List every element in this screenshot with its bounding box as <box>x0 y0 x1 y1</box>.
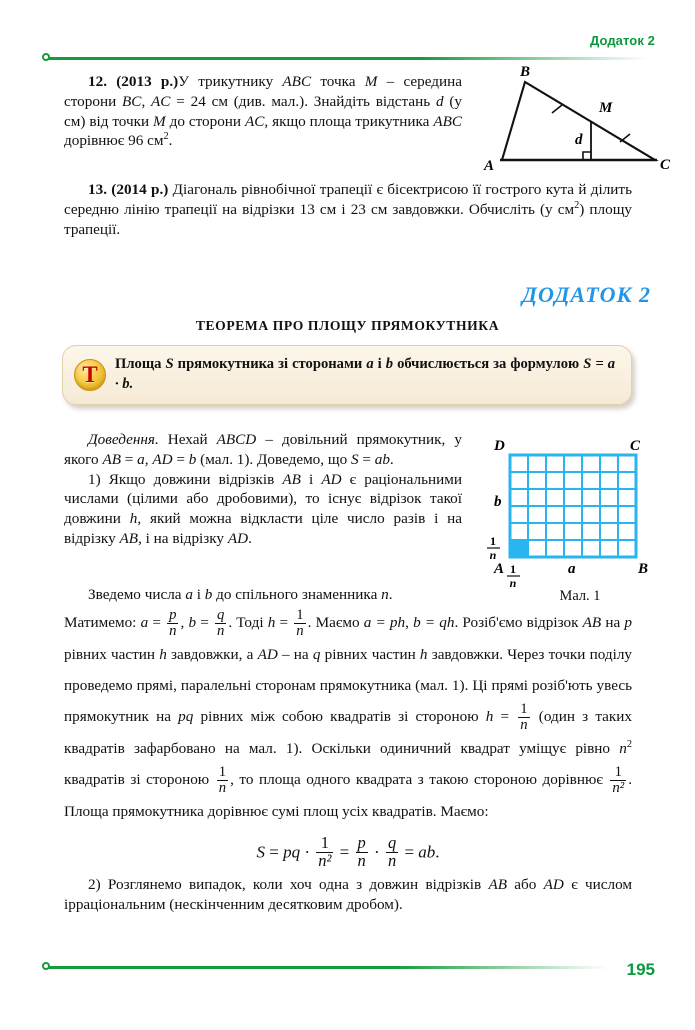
var-ad: AD <box>152 450 173 468</box>
theorem-callout-box <box>62 345 632 405</box>
var-ad2: AD <box>227 529 249 547</box>
problem-13-sup: 2 <box>574 199 580 211</box>
t: = <box>400 842 419 861</box>
var-q: q <box>312 645 321 663</box>
t: є числом ірраціональним (нескінченним десятковим дробом). <box>64 876 632 914</box>
t: Зведемо числа <box>88 586 186 603</box>
var-h: h <box>159 645 167 663</box>
problem-12-block <box>64 72 462 151</box>
var-a: a <box>185 586 193 603</box>
displayed-formula <box>64 832 632 870</box>
t: , якщо площа трикутника <box>264 112 434 130</box>
frac-num: q <box>387 832 397 852</box>
frac-num: 1 <box>320 832 329 852</box>
var-p: p <box>624 614 633 632</box>
appendix-title: ДОДАТОК 2 <box>522 282 651 307</box>
t: = <box>358 450 375 468</box>
label-d: d <box>575 132 583 148</box>
t: (один з таких квадратів зафарбовано на мал. 1). Оскільки одиничний квадрат уміщує рівно <box>64 708 632 757</box>
label-M: M <box>599 100 613 116</box>
frac-den: n <box>357 850 366 870</box>
page-number: 195 <box>626 960 655 979</box>
t: , то площа одного квадрата з такою стороною дорівнює <box>230 770 609 788</box>
figure-rectangle-grid <box>480 428 680 608</box>
problem-12-text <box>64 72 462 151</box>
var-abc: ABC <box>282 73 312 90</box>
rectangle-grid-svg <box>480 428 680 608</box>
problem-12-number: 12. <box>88 73 107 90</box>
var-ab2: ab <box>374 450 390 468</box>
t: квадратів зі стороною <box>64 770 215 788</box>
t: У трикутнику <box>178 73 283 90</box>
t: (у см) від точки <box>64 92 463 130</box>
label-C: C <box>630 438 641 454</box>
t: , який можна відкласти ціле число разів і на відрізку <box>64 510 462 547</box>
theorem-formula: S = a · b. <box>115 356 615 392</box>
t: = <box>172 450 189 468</box>
var-a: a <box>140 614 149 632</box>
t: . Маємо <box>307 614 364 632</box>
t: рівних частин <box>320 645 420 663</box>
var-h: h <box>485 708 494 726</box>
var-bc: BC <box>122 92 142 110</box>
t: на <box>601 614 625 632</box>
var-ab: AB <box>102 450 121 468</box>
frac-den: n <box>296 622 304 639</box>
var-h: h <box>419 645 428 663</box>
var-ab2: AB <box>119 529 139 547</box>
var-n: n <box>619 739 627 757</box>
t: . <box>388 586 393 603</box>
footer-rule <box>48 966 608 969</box>
label-side-a: a <box>568 561 576 577</box>
t: . Розіб'ємо відрізок <box>454 614 583 632</box>
t: Матимемо: <box>64 614 141 632</box>
t: = <box>148 614 166 632</box>
t: Нехай <box>158 431 217 448</box>
t: . Площа прямокутника дорівнює сумі площ усіх квадратів. Маємо: <box>64 770 632 820</box>
frac-num: 1 <box>614 763 622 780</box>
frac-den: n² <box>318 850 332 870</box>
t: = 24 см (див. мал.). Знайдіть відстань <box>170 92 436 110</box>
t: . <box>435 842 440 861</box>
problem-13-tail: ) площу трапеції. <box>64 200 632 238</box>
formula-pq: pq <box>283 842 301 861</box>
sup-2: 2 <box>163 131 169 143</box>
label-D: D <box>494 438 505 454</box>
svg-text:n: n <box>489 548 497 562</box>
t: = <box>335 842 354 861</box>
svg-text:n: n <box>509 576 517 590</box>
t: точка <box>311 73 365 90</box>
t: рівних між собою квадратів зі стороною <box>193 708 486 726</box>
t: завдовжки, а <box>166 645 258 663</box>
proof-paragraph-1 <box>64 430 462 470</box>
triangle-outline <box>502 82 655 160</box>
t: . Тоді <box>228 614 268 632</box>
label-C: C <box>660 157 671 173</box>
proof-paragraph-3 <box>64 585 632 605</box>
var-n: n <box>381 586 389 603</box>
var-ab: AB <box>282 470 301 488</box>
t: – довільний прямокутник, у якого <box>64 431 462 468</box>
label-B: B <box>520 64 531 80</box>
t: і <box>300 470 322 488</box>
var-pq: pq <box>178 708 194 726</box>
var-a: a <box>366 356 374 372</box>
formula-S: S <box>256 842 265 861</box>
t: і <box>373 356 386 372</box>
t: , <box>141 92 152 110</box>
t: · <box>300 842 315 861</box>
theorem-badge-icon <box>74 359 106 391</box>
proof-block-lower <box>64 585 632 916</box>
t: до сторони <box>165 112 245 130</box>
label-side-b: b <box>494 494 502 510</box>
formula-fraction-1-n2 <box>316 832 333 870</box>
t: = <box>275 614 293 632</box>
frac-den: n <box>218 779 227 796</box>
t: прямокутника зі сторонами <box>173 356 367 372</box>
var-b: b <box>188 450 197 468</box>
theorem-callout-text <box>115 355 615 394</box>
frac-den: n <box>387 850 397 870</box>
frac-den: n <box>169 622 177 639</box>
t: або <box>507 876 544 894</box>
theorem-heading: ТЕОРЕМА ПРО ПЛОЩУ ПРЯМОКУТНИКА <box>195 318 500 333</box>
t: = <box>196 614 213 632</box>
label-A: A <box>494 561 505 577</box>
var-ad: AD <box>257 645 278 663</box>
frac-num: q <box>216 606 225 623</box>
fraction-p-over-n <box>167 608 178 639</box>
proof-block-upper <box>64 430 462 549</box>
proof-paragraph-5 <box>64 875 632 915</box>
t: , <box>180 614 189 632</box>
var-abc2: ABC <box>433 112 462 130</box>
frac-num: 1 <box>218 763 227 780</box>
var-d: d <box>435 92 444 110</box>
label-A: A <box>484 158 495 174</box>
eq-a-ph: a = ph <box>363 614 406 632</box>
frac-num: p <box>169 606 177 623</box>
t: (мал. 1). Доведемо, що <box>196 450 351 468</box>
problem-13-number: 13. <box>88 181 107 198</box>
proof-lead: Доведення. <box>88 431 159 448</box>
triangle-svg <box>480 62 680 177</box>
t: . <box>168 132 173 150</box>
var-ab: AB <box>582 614 602 632</box>
figure-triangle-abc <box>480 62 680 177</box>
formula-fraction-p-n <box>356 832 368 870</box>
problem-13-body: Діагональ рівнобічної трапеції є бісектрисою її гострого кута й ділить середню лінію трапеції на відрізки 13 см і 23 см завдовжки. Обчисліть (у см <box>64 181 633 218</box>
var-b: b <box>204 586 213 603</box>
label-B: B <box>638 561 649 577</box>
fraction-1-over-n-c <box>217 765 228 796</box>
eq-b-qh: b = qh <box>413 614 455 632</box>
header-rule-knob-icon <box>42 53 50 61</box>
t: – середина сторони <box>64 73 463 110</box>
t: 2) Розглянемо випадок, коли хоч одна з довжин відрізків <box>88 876 489 894</box>
t: обчислюється за формулою <box>393 356 584 372</box>
var-m2: M <box>153 112 166 130</box>
t: . <box>389 450 394 468</box>
frac-den: n <box>520 716 528 733</box>
var-b: b <box>188 614 197 632</box>
frac-num: p <box>357 832 366 852</box>
t: Площа <box>115 356 166 372</box>
t: дорівнює 96 см <box>64 132 164 150</box>
var-ac2: AC <box>244 112 265 130</box>
t: до спільного знаменника <box>212 586 382 603</box>
problem-13-year: (2014 р.) <box>111 181 169 198</box>
formula-fraction-q-n <box>386 832 398 870</box>
svg-text:1: 1 <box>510 562 516 576</box>
var-ac: AC <box>151 92 171 110</box>
theorem-badge-letter: Т <box>82 361 98 387</box>
svg-text:1: 1 <box>490 534 496 548</box>
t: , і на відрізку <box>138 529 228 547</box>
formula-ab: ab <box>418 842 436 861</box>
var-a: a <box>137 450 145 468</box>
fraction-1-over-n <box>294 608 305 639</box>
var-ad: AD <box>321 470 342 488</box>
var-abcd: ABCD <box>216 431 257 448</box>
fraction-1-over-n-b <box>518 702 529 733</box>
t: · <box>369 842 384 861</box>
sup-2: 2 <box>626 738 632 750</box>
proof-paragraph-4 <box>64 607 632 827</box>
t: є раціональними числами (цілими або дробовими), то існує відрізок такої довжини <box>64 470 462 527</box>
frac-den: n <box>216 622 225 639</box>
var-m: M <box>364 73 378 90</box>
figure-caption: Мал. 1 <box>559 588 601 604</box>
t: , <box>144 450 153 468</box>
problem-13-block <box>64 180 632 239</box>
t: = <box>493 708 517 726</box>
frac-den: n² <box>612 779 625 796</box>
t: , <box>405 614 414 632</box>
var-h: h <box>267 614 276 632</box>
t: і <box>192 586 205 603</box>
frac-num: 1 <box>520 700 528 717</box>
t: . <box>248 529 252 547</box>
header-rule <box>48 57 648 60</box>
frac-num: 1 <box>296 606 304 623</box>
t: – на <box>277 645 313 663</box>
shaded-unit-square <box>510 540 528 557</box>
t: рівних частин <box>64 645 160 663</box>
var-b: b <box>385 356 394 372</box>
fraction-1-over-n2 <box>610 765 626 796</box>
var-ad: AD <box>543 876 564 894</box>
t: = <box>264 842 284 861</box>
var-S: S <box>350 450 359 468</box>
problem-13-text <box>64 180 632 239</box>
t: 1) Якщо довжини відрізків <box>88 470 283 488</box>
proof-paragraph-2 <box>64 470 462 549</box>
t: = <box>121 450 138 468</box>
t: завдовжки. Через точки поділу проведемо прямі, паралельні сторонам прямокутника (мал. 1). Ці прямі розіб'ють увесь прямокутник на <box>64 645 632 726</box>
var-h: h <box>129 510 138 527</box>
problem-12-year: (2013 р.) <box>116 73 179 90</box>
tick-mark-bm-icon <box>552 105 562 113</box>
fraction-q-over-n <box>215 608 226 639</box>
var-S: S <box>165 356 174 372</box>
running-head: Додаток 2 <box>589 33 655 48</box>
var-ab: AB <box>488 876 508 894</box>
footer-rule-knob-icon <box>42 962 50 970</box>
label-unit-left <box>487 534 500 562</box>
